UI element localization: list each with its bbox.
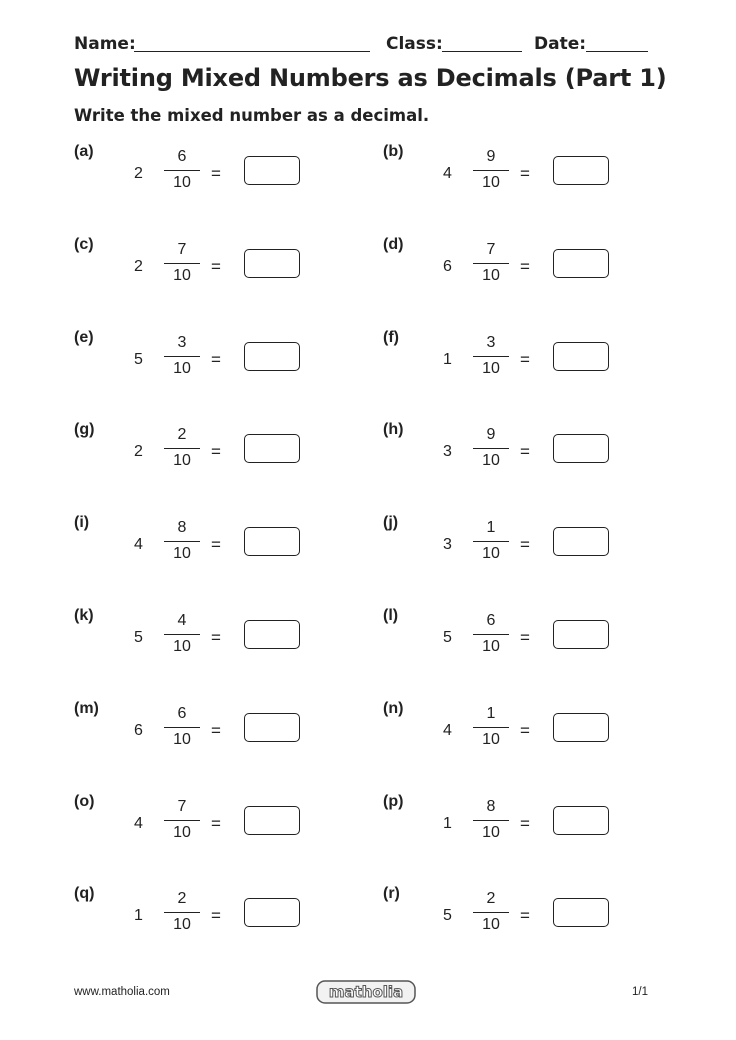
fraction-bar <box>473 541 509 542</box>
answer-box[interactable] <box>244 713 300 742</box>
worksheet-header <box>74 30 654 58</box>
numerator: 7 <box>486 240 496 258</box>
fraction <box>164 147 200 193</box>
fraction <box>473 147 509 193</box>
fraction <box>473 333 509 379</box>
equals-sign: = <box>520 349 530 369</box>
fraction-bar <box>164 356 200 357</box>
answer-box[interactable] <box>244 620 300 649</box>
problem-label: (m) <box>74 699 99 717</box>
fraction-bar <box>164 541 200 542</box>
problem-label: (e) <box>74 328 94 346</box>
whole-number: 2 <box>134 257 143 275</box>
fraction <box>164 797 200 843</box>
problem-item <box>383 514 683 594</box>
problem-item <box>383 236 683 316</box>
problem-label: (o) <box>74 792 95 810</box>
fraction-bar <box>473 912 509 913</box>
equals-sign: = <box>211 813 221 833</box>
whole-number: 1 <box>443 350 452 368</box>
numerator: 2 <box>177 426 187 444</box>
whole-number: 5 <box>134 350 143 368</box>
name-field[interactable] <box>134 51 370 52</box>
denominator: 10 <box>173 266 191 284</box>
denominator: 10 <box>173 823 191 841</box>
website-link[interactable]: www.matholia.com <box>74 986 170 998</box>
problem-item <box>74 514 374 594</box>
equals-sign: = <box>520 164 530 183</box>
fraction <box>473 797 509 843</box>
problem-item <box>74 143 374 223</box>
problem-item <box>74 700 374 780</box>
problem-item <box>383 793 683 873</box>
fraction <box>164 240 200 286</box>
numerator: 7 <box>177 240 187 258</box>
fraction-bar <box>164 263 200 264</box>
equals-sign: = <box>520 442 530 462</box>
problem-label: (g) <box>74 421 95 439</box>
fraction-bar <box>164 727 200 728</box>
fraction-bar <box>473 820 509 821</box>
numerator: 8 <box>177 519 187 537</box>
name-label: Name: <box>74 34 136 54</box>
answer-box[interactable] <box>244 527 300 556</box>
numerator: 3 <box>177 333 187 351</box>
answer-box[interactable] <box>553 434 609 463</box>
equals-sign: = <box>520 906 530 926</box>
whole-number: 3 <box>443 536 452 554</box>
problem-label: (c) <box>74 235 94 253</box>
numerator: 7 <box>177 797 187 815</box>
problem-label: (r) <box>383 885 400 903</box>
whole-number: 4 <box>134 814 143 832</box>
numerator: 6 <box>177 704 187 722</box>
answer-box[interactable] <box>553 620 609 649</box>
fraction <box>473 518 509 564</box>
problem-label: (l) <box>383 607 399 624</box>
answer-box[interactable] <box>244 898 300 927</box>
page-number: 1/1 <box>632 986 648 998</box>
whole-number: 5 <box>134 629 143 646</box>
equals-sign: = <box>211 256 221 276</box>
logo-text: matholia <box>328 983 404 1001</box>
whole-number: 6 <box>134 721 143 739</box>
fraction <box>164 611 200 657</box>
whole-number: 4 <box>443 165 452 182</box>
denominator: 10 <box>482 823 500 841</box>
whole-number: 5 <box>443 907 452 925</box>
problem-label: (p) <box>383 792 404 810</box>
numerator: 2 <box>486 890 496 908</box>
denominator: 10 <box>173 359 191 377</box>
matholia-logo <box>316 980 416 1004</box>
whole-number: 2 <box>134 165 143 182</box>
problem-label: (n) <box>383 699 404 717</box>
fraction <box>473 240 509 286</box>
answer-box[interactable] <box>553 342 609 371</box>
fraction-bar <box>473 448 509 449</box>
answer-box[interactable] <box>553 249 609 278</box>
denominator: 10 <box>173 916 191 934</box>
answer-box[interactable] <box>244 342 300 371</box>
numerator: 9 <box>486 426 496 444</box>
denominator: 10 <box>482 545 500 563</box>
numerator: 2 <box>177 890 187 908</box>
answer-box[interactable] <box>553 156 609 185</box>
fraction <box>473 889 509 935</box>
problem-item <box>383 700 683 780</box>
whole-number: 4 <box>134 536 143 554</box>
problem-item <box>74 607 374 687</box>
fraction-bar <box>164 820 200 821</box>
class-field[interactable] <box>442 51 522 52</box>
instruction-text: Write the mixed number as a decimal. <box>74 106 430 125</box>
equals-sign: = <box>520 535 530 555</box>
fraction-bar <box>473 263 509 264</box>
problem-item <box>74 793 374 873</box>
problem-item <box>383 885 683 965</box>
answer-box[interactable] <box>244 806 300 835</box>
fraction-bar <box>164 170 200 171</box>
numerator: 9 <box>486 148 496 165</box>
fraction <box>164 518 200 564</box>
whole-number: 6 <box>443 257 452 275</box>
numerator: 1 <box>486 704 496 722</box>
problem-item <box>383 329 683 409</box>
problem-label: (j) <box>383 514 399 532</box>
numerator: 3 <box>486 333 496 351</box>
fraction <box>473 425 509 471</box>
whole-number: 4 <box>443 721 452 739</box>
denominator: 10 <box>173 638 191 655</box>
equals-sign: = <box>211 442 221 462</box>
denominator: 10 <box>482 266 500 284</box>
whole-number: 3 <box>443 443 452 461</box>
problem-label: (d) <box>383 235 404 253</box>
date-field[interactable] <box>586 51 648 52</box>
equals-sign: = <box>211 906 221 926</box>
problem-label: (i) <box>74 514 90 532</box>
fraction-bar <box>473 727 509 728</box>
equals-sign: = <box>520 720 530 740</box>
fraction <box>164 889 200 935</box>
whole-number: 5 <box>443 629 452 646</box>
numerator: 4 <box>177 612 187 629</box>
denominator: 10 <box>482 359 500 377</box>
denominator: 10 <box>482 174 500 191</box>
problem-item <box>383 607 683 687</box>
equals-sign: = <box>520 813 530 833</box>
worksheet-title: Writing Mixed Numbers as Decimals (Part 1) <box>74 64 667 92</box>
whole-number: 2 <box>134 443 143 461</box>
equals-sign: = <box>211 535 221 555</box>
denominator: 10 <box>173 730 191 748</box>
fraction-bar <box>164 912 200 913</box>
numerator: 1 <box>486 519 496 537</box>
fraction <box>473 611 509 657</box>
fraction <box>164 333 200 379</box>
fraction-bar <box>164 448 200 449</box>
fraction <box>164 704 200 750</box>
problem-item <box>74 885 374 965</box>
whole-number: 1 <box>134 907 143 925</box>
problem-label: (k) <box>74 607 94 624</box>
whole-number: 1 <box>443 814 452 832</box>
answer-box[interactable] <box>553 898 609 927</box>
denominator: 10 <box>173 174 191 191</box>
fraction-bar <box>473 356 509 357</box>
equals-sign: = <box>211 628 221 647</box>
denominator: 10 <box>173 452 191 470</box>
denominator: 10 <box>482 916 500 934</box>
problem-item <box>74 329 374 409</box>
problem-label: (f) <box>383 328 399 346</box>
numerator: 6 <box>486 612 496 629</box>
fraction-bar <box>473 170 509 171</box>
date-label: Date: <box>534 34 587 54</box>
numerator: 8 <box>486 797 496 815</box>
problem-label: (a) <box>74 143 94 160</box>
denominator: 10 <box>482 452 500 470</box>
fraction-bar <box>164 634 200 635</box>
fraction-bar <box>473 634 509 635</box>
fraction <box>473 704 509 750</box>
problem-item <box>383 421 683 501</box>
problem-item <box>74 421 374 501</box>
denominator: 10 <box>482 638 500 655</box>
equals-sign: = <box>520 256 530 276</box>
equals-sign: = <box>211 164 221 183</box>
denominator: 10 <box>173 545 191 563</box>
answer-box[interactable] <box>244 434 300 463</box>
problem-label: (h) <box>383 421 404 439</box>
answer-box[interactable] <box>244 249 300 278</box>
equals-sign: = <box>520 628 530 647</box>
answer-box[interactable] <box>553 527 609 556</box>
answer-box[interactable] <box>244 156 300 185</box>
equals-sign: = <box>211 720 221 740</box>
answer-box[interactable] <box>553 806 609 835</box>
problem-label: (b) <box>383 143 404 160</box>
denominator: 10 <box>482 730 500 748</box>
answer-box[interactable] <box>553 713 609 742</box>
problem-item <box>74 236 374 316</box>
numerator: 6 <box>177 148 187 165</box>
equals-sign: = <box>211 349 221 369</box>
problem-item <box>383 143 683 223</box>
fraction <box>164 425 200 471</box>
class-label: Class: <box>386 34 443 54</box>
problem-label: (q) <box>74 885 95 903</box>
